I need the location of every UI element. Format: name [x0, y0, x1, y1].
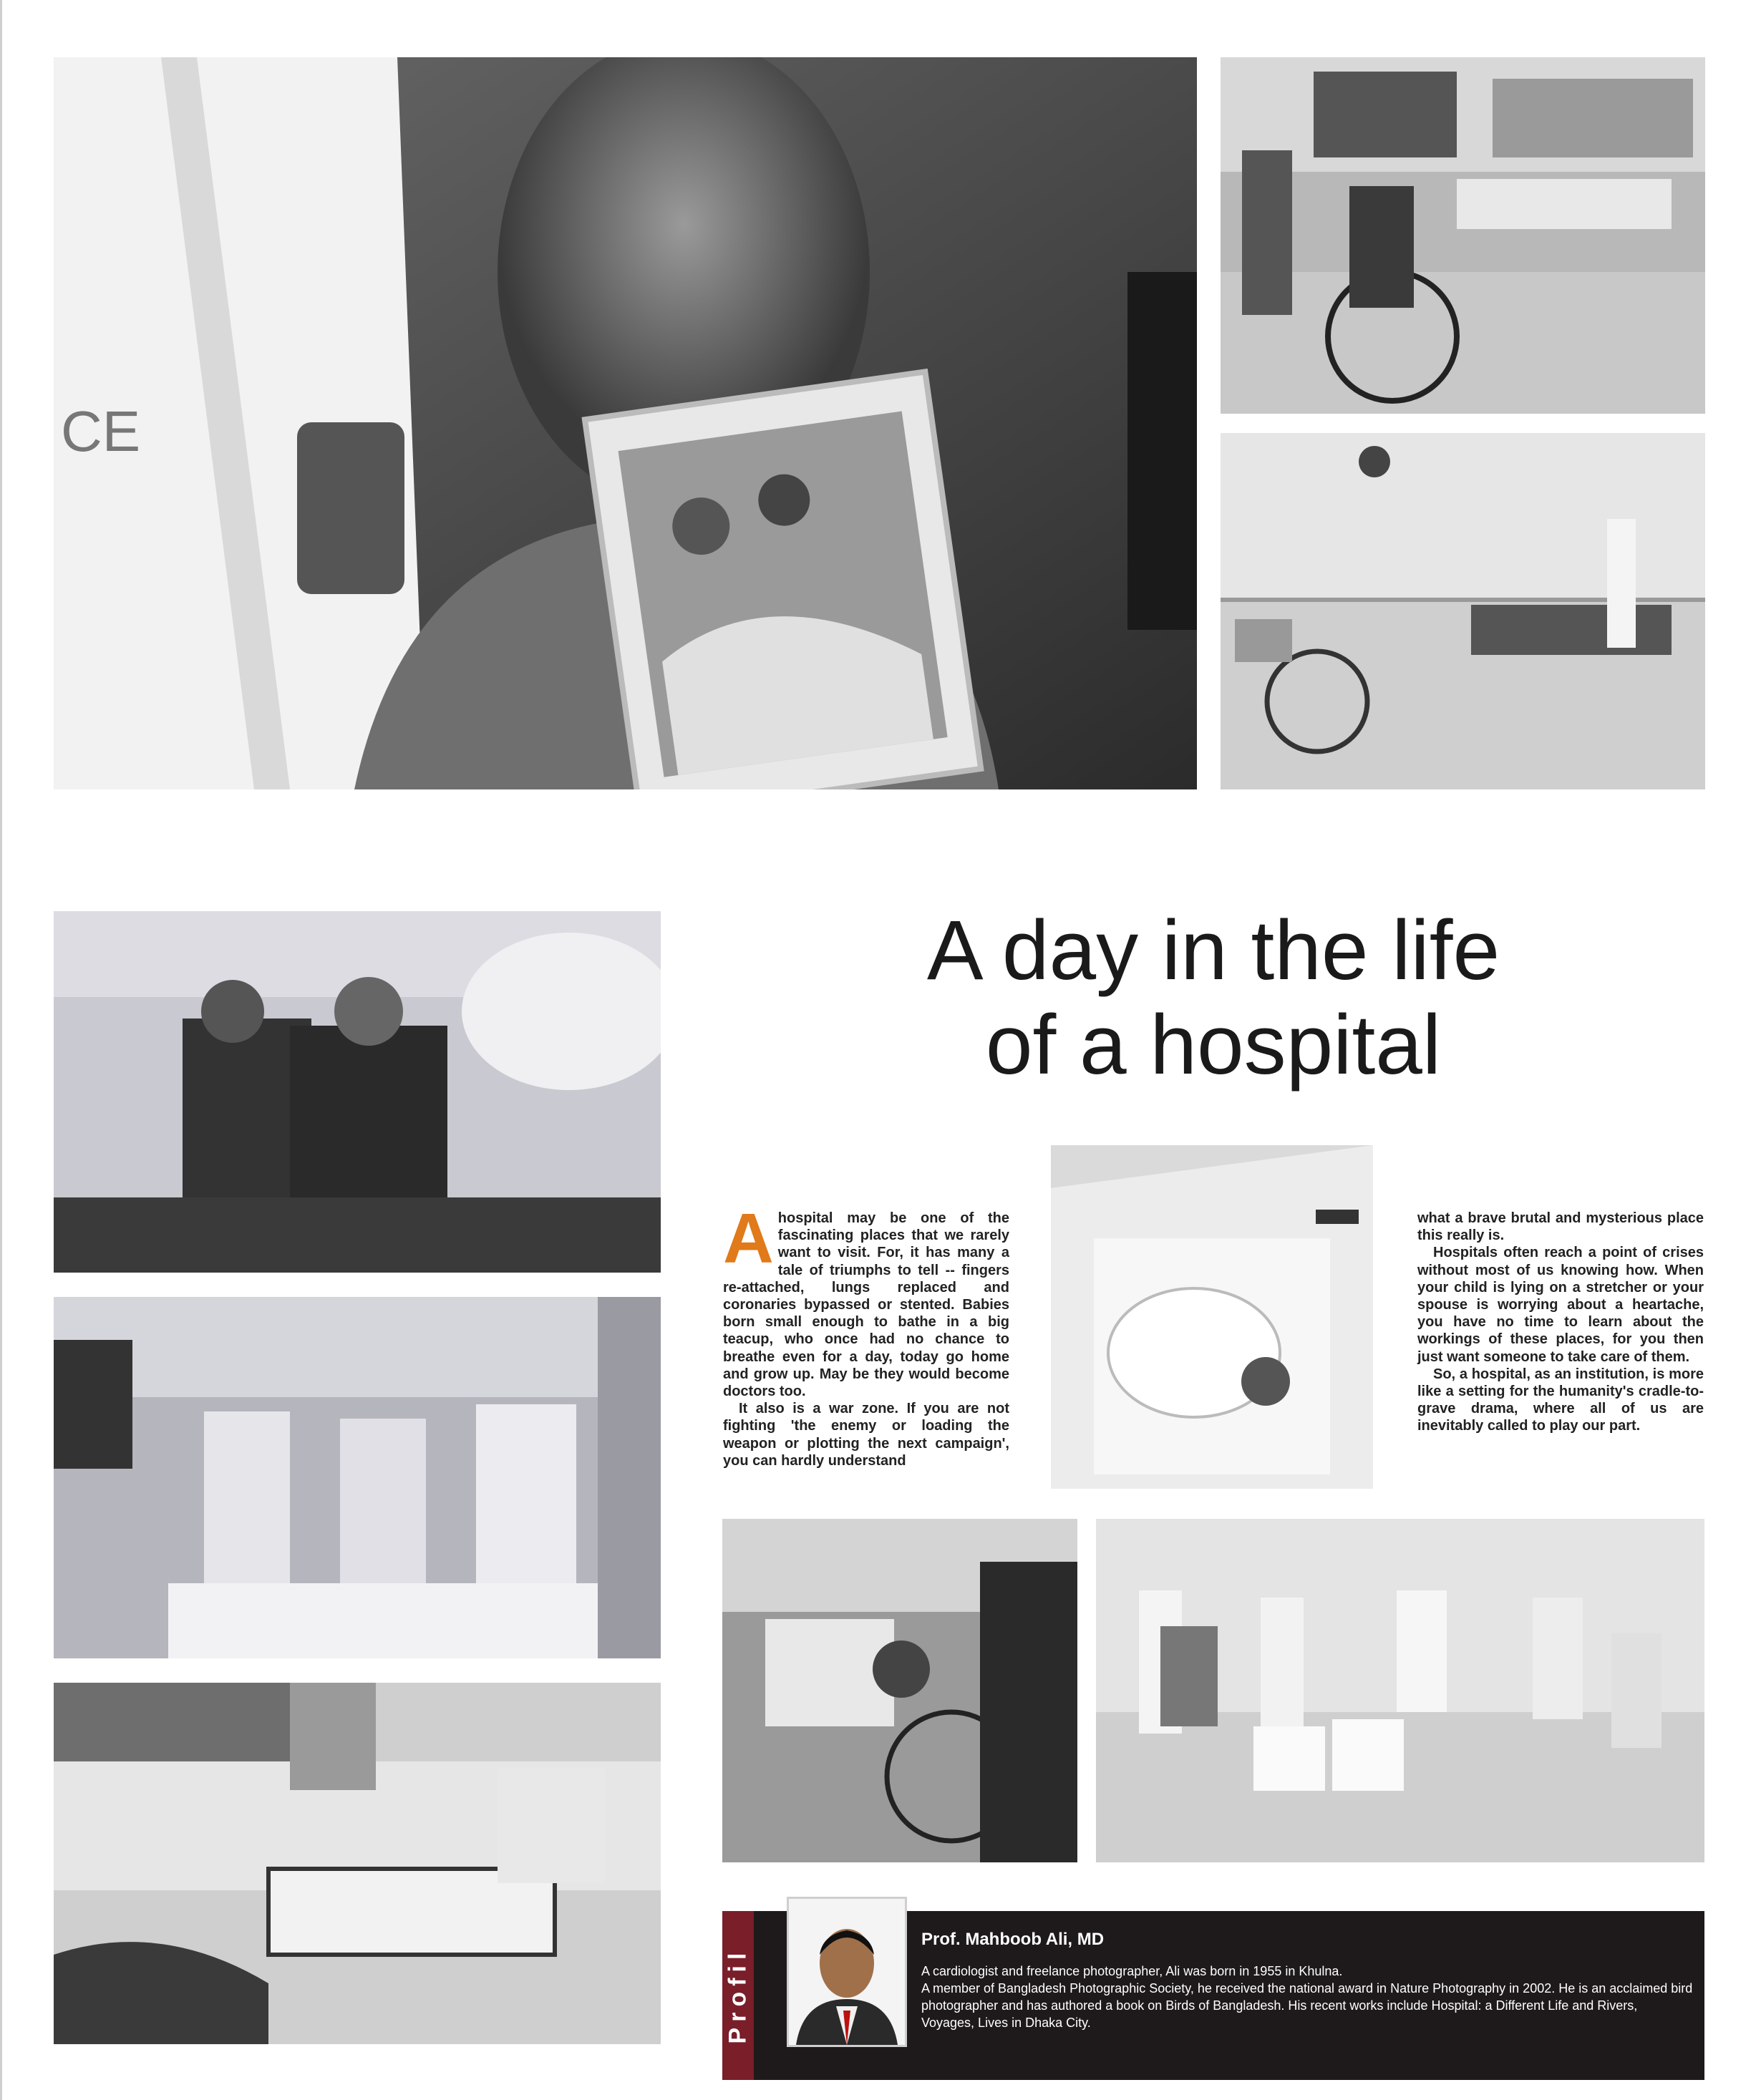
- title-line-1: A day in the life: [926, 903, 1500, 998]
- col2-paragraph-2: Hospitals often reach a point of crises without most of us knowing how. When your child is lying on a stretcher or your spouse is worrying about a heartache, you have no time to learn about the workings of these places, for you then just want someone to take care of them.: [1417, 1245, 1704, 1365]
- author-bio-line-2: A member of Bangladesh Photographic Society, he received the national award in Nature Photography in 2002. He is an acclaimed bird photographer and has authored a book on Birds of Bangladesh. His recent works include Hospital: a Different Life and Rivers, Voyages, Lives in Dhaka City.: [921, 1981, 1693, 2030]
- col1-paragraph-1: [723, 1199, 1009, 1400]
- van-lettering: CE: [61, 399, 141, 463]
- author-name: Prof. Mahboob Ali, MD: [921, 1930, 1105, 1949]
- author-bio: [921, 1963, 1693, 2031]
- photo-patient-on-floor: [54, 1683, 661, 2044]
- photo-prayer-in-corridor: [1096, 1519, 1704, 1862]
- col1-paragraph-2: It also is a war zone. If you are not fighting 'the enemy or loading the weapon or plotting the next campaign', you can hardly understand: [723, 1401, 1009, 1469]
- col2-paragraph-1: what a brave brutal and mysterious place this really is.: [1417, 1210, 1704, 1244]
- author-portrait: [787, 1897, 907, 2047]
- photo-ward-room-clock: [1221, 433, 1705, 789]
- col1-paragraph-1-text: hospital may be one of the fascinating places that we rarely want to visit. For, it has many a tale of triumphs to tell -- fingers re-attached, lungs replaced and coronaries bypassed or stented. Babies born small enough to bathe in a big teacup, who once had no chance to breathe even for a day, today go home and grow up. May be they would become doctors too.: [723, 1210, 1009, 1400]
- hero-photo-boy-with-picture: [54, 57, 1197, 789]
- col2-paragraph-3: So, a hospital, as an institution, is more like a setting for the humanity's cradle-to-grave drama, where all of us are inevitably called to play our part.: [1417, 1366, 1704, 1434]
- page-left-rule: [0, 0, 2, 2100]
- profile-tab-label: Profil: [724, 1947, 752, 2044]
- article-column-2: [1417, 1210, 1704, 1435]
- profile-tab: [722, 1911, 754, 2080]
- title-line-2: of a hospital: [985, 998, 1442, 1092]
- author-bio-line-1: A cardiologist and freelance photographer, Ali was born in 1955 in Khulna.: [921, 1964, 1343, 1978]
- photo-surgeons-operating: [54, 911, 661, 1273]
- article-column-1: [723, 1199, 1009, 1469]
- drop-cap: A: [723, 1199, 774, 1278]
- photo-man-praying-on-floor: [1051, 1145, 1373, 1489]
- photo-cath-lab-team: [54, 1297, 661, 1658]
- photo-wheelchair-ward: [1221, 57, 1705, 414]
- author-profile-bar: [722, 1911, 1704, 2080]
- article-title: [802, 903, 1625, 1092]
- photo-crowded-ward-wheelchair: [722, 1519, 1077, 1862]
